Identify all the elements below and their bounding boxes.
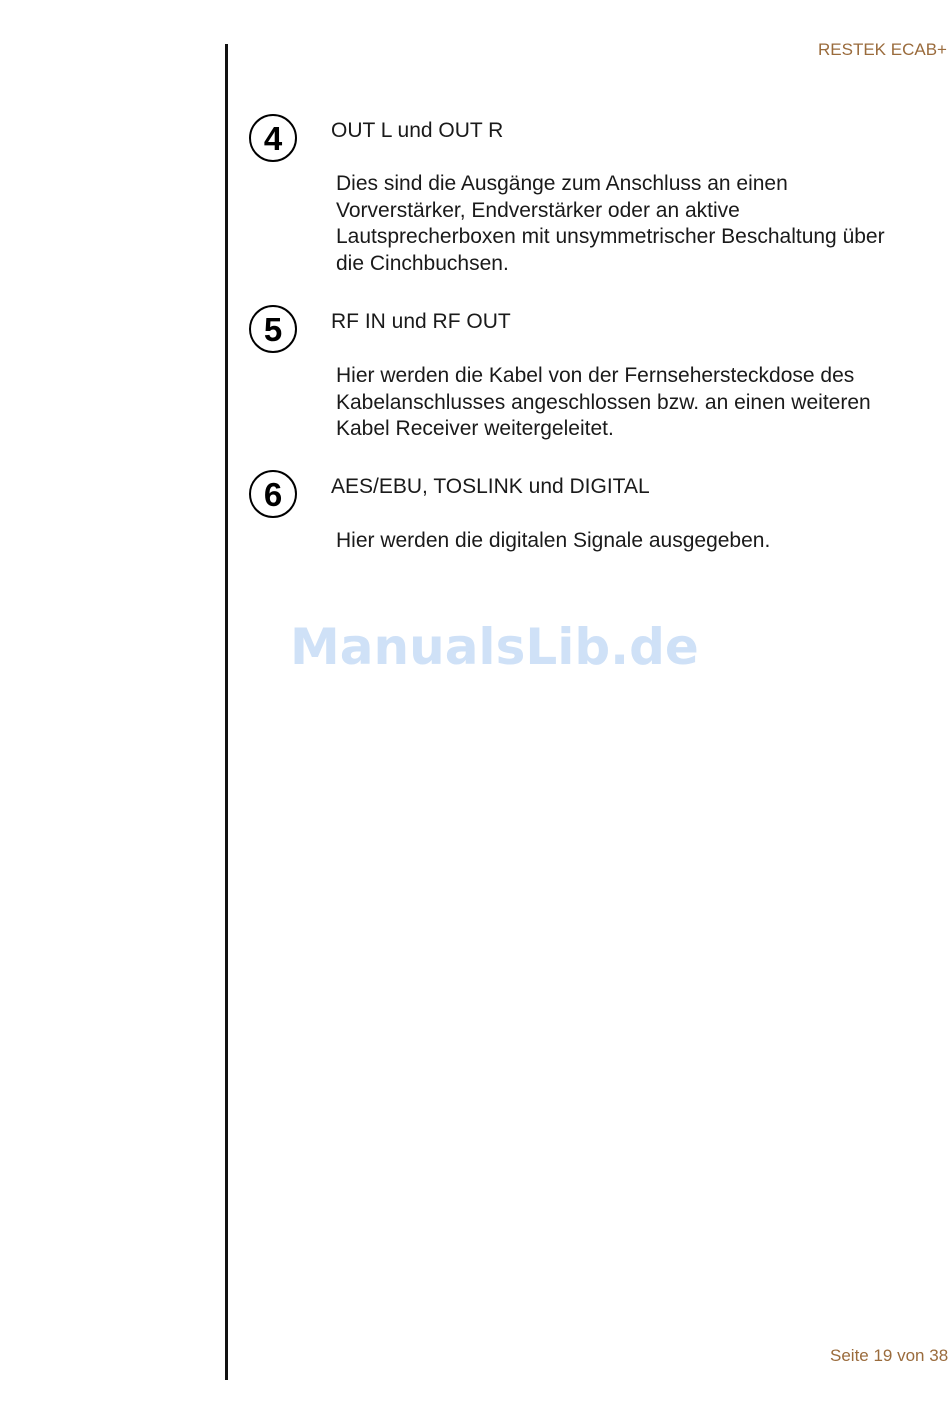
vertical-rule bbox=[225, 44, 228, 1380]
watermark: ManualsLib.de bbox=[290, 618, 699, 676]
section-body: Hier werden die digitalen Signale ausgegeben. bbox=[336, 529, 771, 552]
section-body: Hier werden die Kabel von der Fernsehersteckdose des Kabelanschlusses angeschlossen bzw. an einen weiteren Kabel Receiver weitergeleitet. bbox=[336, 364, 871, 441]
page-footer: Seite 19 von 38 bbox=[830, 1346, 949, 1365]
section-number-badge: 5 bbox=[249, 305, 297, 353]
page-header: RESTEK ECAB+ bbox=[818, 40, 947, 59]
section-title: OUT L und OUT R bbox=[331, 119, 504, 142]
section-number-badge: 4 bbox=[249, 114, 297, 162]
section-body: Dies sind die Ausgänge zum Anschluss an einen Vorverstärker, Endverstärker oder an aktive Lautsprecherboxen mit unsymmetrischer Beschaltung über die Cinchbuchsen. bbox=[336, 172, 885, 275]
section-title: RF IN und RF OUT bbox=[331, 310, 511, 333]
section-title: AES/EBU, TOSLINK und DIGITAL bbox=[331, 475, 650, 498]
section-number-badge: 6 bbox=[249, 470, 297, 518]
